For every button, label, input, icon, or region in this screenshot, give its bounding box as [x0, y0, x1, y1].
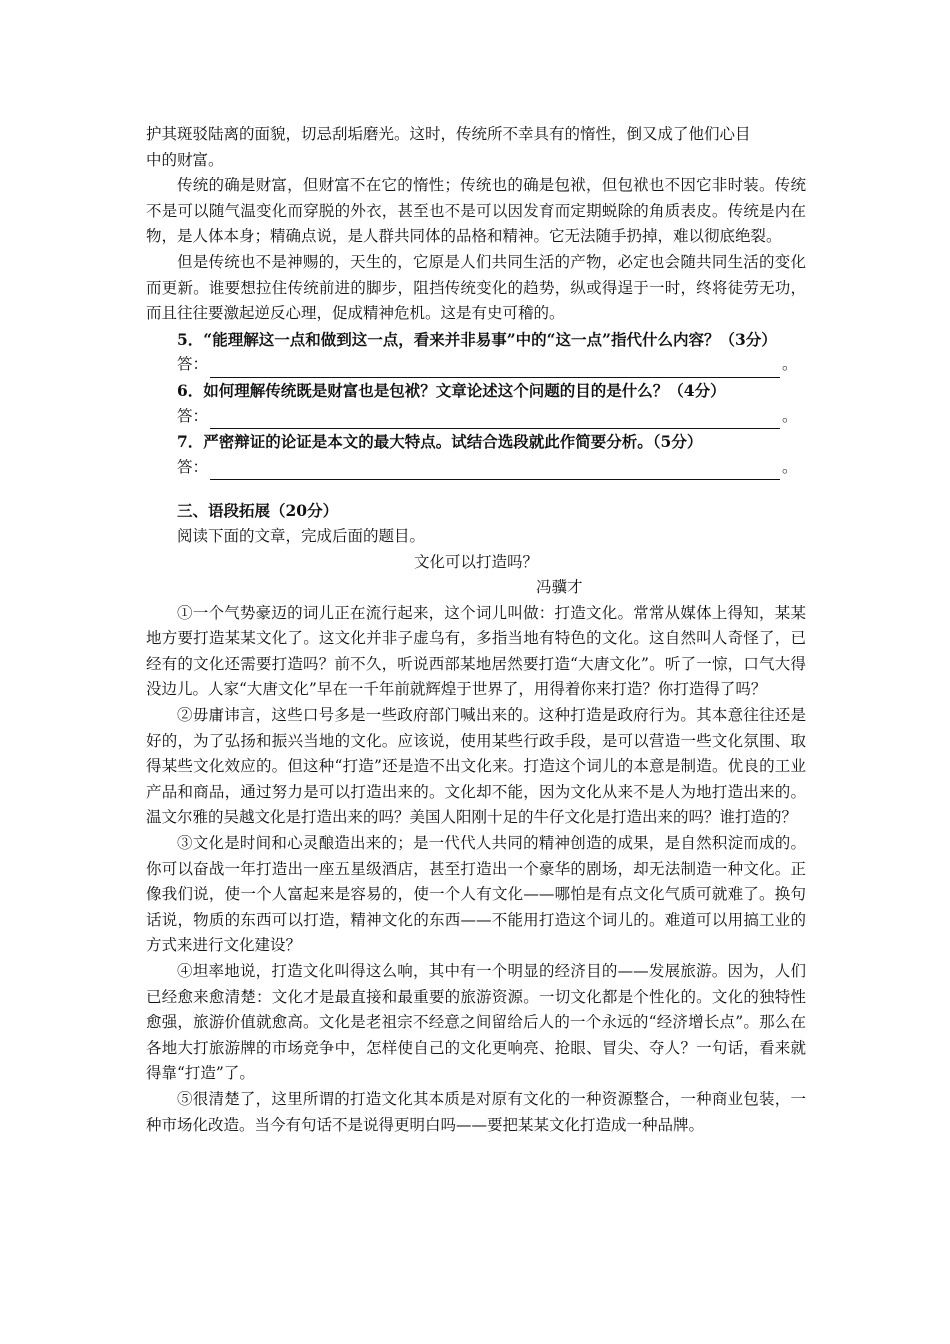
- article-paragraph-2: ②毋庸讳言，这些口号多是一些政府部门喊出来的。这种打造是政府行为。其本意往往还是好的，为了弘扬和振兴当地的文化。应该说，使用某些行政手段，是可以营造一些文化氛围、取得某些文化效应的。但这种“打造”还是造不出文化来。打造这个词儿的本意是制造。优良的工业产品和商品，通过努力是可以打造出来的。文化却不能，因为文化从来不是人为地打造出来的。温文尔雅的吴越文化是打造出来的吗？美国人阳刚十足的牛仔文化是打造出来的吗？谁打造的？: [146, 706, 806, 827]
- section-instruction: 阅读下面的文章，完成后面的题目。: [177, 526, 426, 545]
- answer-blank[interactable]: [210, 359, 780, 378]
- answer-label: 答：: [177, 406, 209, 425]
- answer-line-5[interactable]: [146, 352, 806, 378]
- answer-line-6[interactable]: [146, 404, 806, 430]
- answer-end-mark: 。: [782, 355, 798, 374]
- answer-line-7[interactable]: [146, 455, 806, 481]
- document-page: [146, 122, 806, 1138]
- article-paragraph-5: ⑤很清楚了，这里所谓的打造文化其本质是对原有文化的一种资源整合，一种商业包装，一种市场化改造。当今有句话不是说得更明白吗——要把某某文化打造成一种品牌。: [146, 1089, 806, 1134]
- answer-end-mark: 。: [782, 406, 798, 425]
- article-paragraph-3: ③文化是时间和心灵酿造出来的；是一代代人共同的精神创造的成果，是自然积淀而成的。你可以奋战一年打造出一座五星级酒店，甚至打造出一个豪华的剧场，却无法制造一种文化。正像我们说，使一个人富起来是容易的，使一个人有文化——哪怕是有点文化气质可就难了。换句话说，物质的东西可以打造，精神文化的东西——不能用打造这个词儿的。难道可以用搞工业的方式来进行文化建设？: [146, 834, 806, 955]
- article-author: 冯骥才: [536, 578, 583, 597]
- article-paragraph-1: ①一个气势豪迈的词儿正在流行起来，这个词儿叫做：打造文化。常常从媒体上得知，某某地方要打造某某文化了。这文化并非子虚乌有，多指当地有特色的文化。这自然叫人奇怪了，已经有的文化还需要打造吗？前不久，听说西部某地居然要打造“大唐文化”。听了一惊，口气大得没边儿。人家“大唐文化”早在一千年前就辉煌于世界了，用得着你来打造？你打造得了吗？: [146, 603, 806, 699]
- answer-end-mark: 。: [782, 457, 798, 476]
- answer-label: 答：: [177, 355, 209, 374]
- paragraph: 但是传统也不是神赐的，天生的，它原是人们共同生活的产物，必定也会随共同生活的变化而更新。谁要想拉住传统前进的脚步，阻挡传统变化的趋势，纵或得逞于一时，终将徒劳无功，而且往往要激起逆反心理，促成精神危机。这是有史可稽的。: [146, 252, 806, 323]
- answer-label: 答：: [177, 457, 209, 476]
- answer-blank[interactable]: [210, 410, 780, 429]
- question-5: 5．“能理解这一点和做到这一点，看来并非易事”中的“这一点”指代什么内容？（3分）: [177, 329, 777, 349]
- question-6: 6．如何理解传统既是财富也是包袱？文章论述这个问题的目的是什么？（4分）: [177, 380, 726, 400]
- article-paragraph-4: ④坦率地说，打造文化叫得这么响，其中有一个明显的经济目的——发展旅游。因为，人们已经愈来愈清楚：文化才是最直接和最重要的旅游资源。一切文化都是个性化的。文化的独特性愈强，旅游价值就愈高。文化是老祖宗不经意之间留给后人的一个永远的“经济增长点”。那么在各地大打旅游牌的市场竞争中，怎样使自己的文化更响亮、抢眼、冒尖、夺人？一句话，看来就得靠“打造”了。: [146, 962, 806, 1083]
- paragraph: 传统的确是财富，但财富不在它的惰性；传统也的确是包袱，但包袱也不因它非时装。传统不是可以随气温变化而穿脱的外衣，甚至也不是可以因发育而定期蜕除的角质表皮。传统是内在物，是人体本身；精确点说，是人群共同体的品格和精神。它无法随手扔掉，难以彻底绝裂。: [146, 176, 806, 246]
- article-title: 文化可以打造吗？: [413, 552, 538, 571]
- intro-line: 中的财富。: [146, 150, 224, 169]
- question-7: 7．严密辩证的论证是本文的最大特点。试结合选段就此作简要分析。（5分）: [177, 432, 703, 452]
- answer-blank[interactable]: [210, 461, 780, 480]
- section-heading: 三、语段拓展（20分）: [177, 501, 339, 521]
- intro-line: 护其斑驳陆离的面貌，切忌刮垢磨光。这时，传统所不幸具有的惰性，倒又成了他们心目: [146, 125, 751, 143]
